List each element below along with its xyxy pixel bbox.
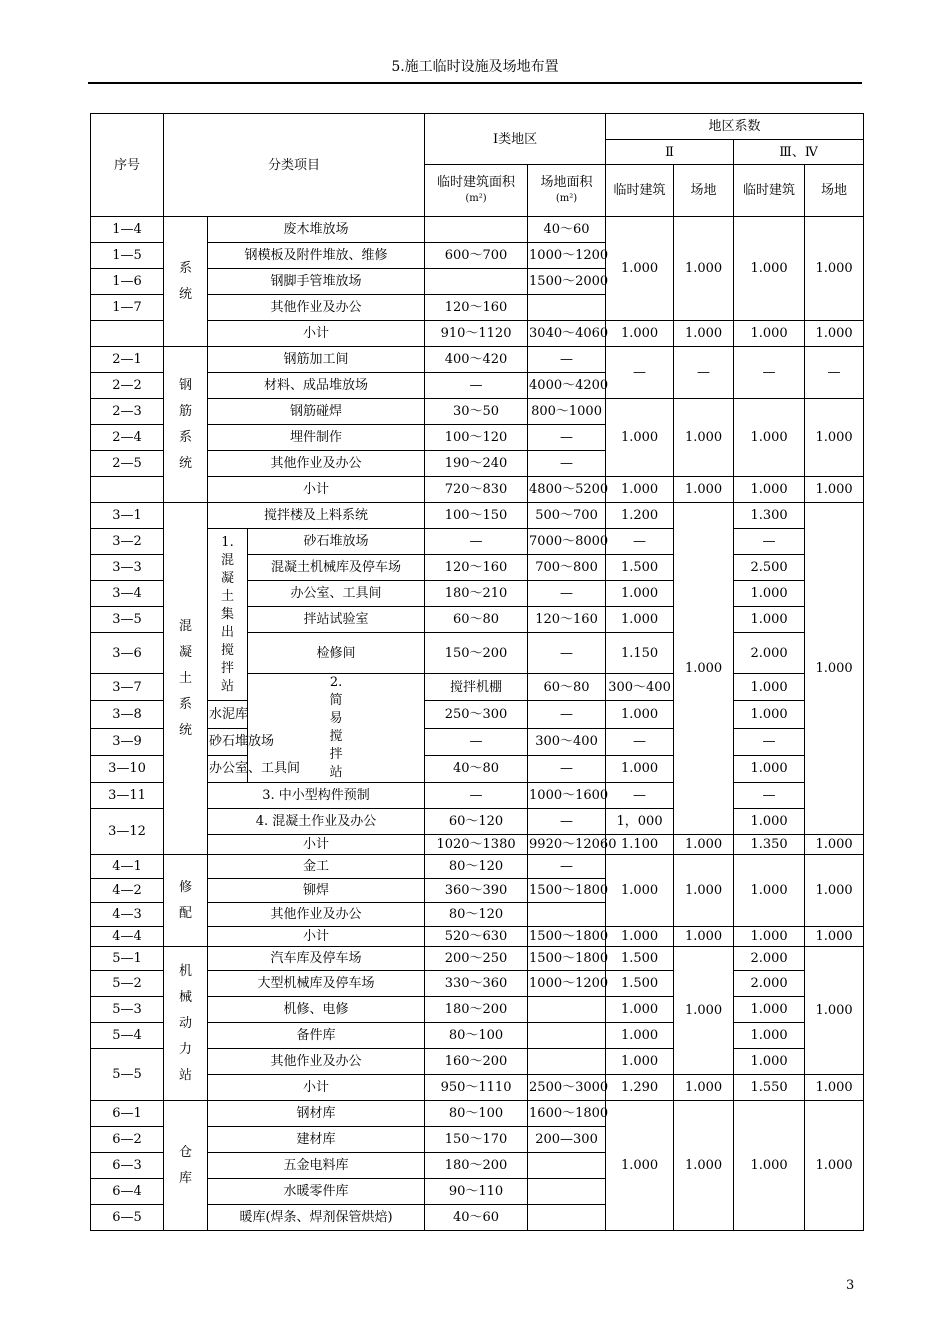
table-row: 2—4 埋件制作 100～120 — <box>91 425 864 451</box>
table-row: 2—5 其他作业及办公 190～240 — <box>91 451 864 477</box>
subgroup-label: 1.混凝土集出搅拌站 <box>208 529 248 701</box>
group-label: 混凝土系统 <box>164 503 208 855</box>
header-site-2: 场地 <box>674 165 734 217</box>
subgroup-label: 2.简易搅拌站 <box>248 674 425 783</box>
header-region2: Ⅱ <box>606 140 734 165</box>
table-row: 5—2 大型机械库及停车场 330～360 1000～1200 1.500 2.000 <box>91 971 864 997</box>
table-row: 5—5 其他作业及办公 160～200 1.000 1.000 <box>91 1049 864 1075</box>
subtotal-row: 4—4 小计 520～630 1500～1800 1.000 1.000 1.000 1.000 <box>91 927 864 947</box>
table-row: 6—3 五金电料库 180～200 <box>91 1153 864 1179</box>
header-temp-build-2: 临时建筑 <box>606 165 674 217</box>
table-row: 4—3 其他作业及办公 80～120 <box>91 903 864 927</box>
subtotal-row: 小计 950～1110 2500～3000 1.290 1.000 1.550 1.000 <box>91 1075 864 1101</box>
group-label: 系统 <box>164 217 208 347</box>
header-region1: I类地区 <box>425 114 606 165</box>
table-row: 3—8 水泥库 250～300 — 1.000 1.000 <box>91 701 864 728</box>
table-row: 5—4 备件库 80～100 1.000 1.000 <box>91 1023 864 1049</box>
table-row: 3—12 4. 混凝土作业及办公 60～120 — 1，000 1.000 <box>91 809 864 835</box>
subtotal-row: 小计 1020～1380 9920～12060 1.100 1.000 1.350 1.000 <box>91 835 864 855</box>
table-row: 6—5 暖库(焊条、焊剂保管烘焙) 40～60 <box>91 1205 864 1231</box>
table-row: 5—3 机修、电修 180～200 1.000 1.000 <box>91 997 864 1023</box>
header-temp-area: 临时建筑面积 (m²) <box>425 165 528 217</box>
table-row: 5—1 机械动力站 汽车库及停车场 200～250 1500～1800 1.500 1.000 2.000 1.000 <box>91 947 864 971</box>
table-row: 3—5 拌站试验室 60～80 120～160 1.000 1.000 <box>91 607 864 633</box>
table-row: 3—2 1.混凝土集出搅拌站 砂石堆放场 — 7000～8000 — — <box>91 529 864 555</box>
header-category: 分类项目 <box>164 114 425 217</box>
facility-area-table <box>90 113 864 1231</box>
header-seq: 序号 <box>91 114 164 217</box>
table-row: 1—7 其他作业及办公 120～160 <box>91 295 864 321</box>
table-row: 6—4 水暖零件库 90～110 <box>91 1179 864 1205</box>
group-label: 修配 <box>164 855 208 947</box>
header-site-34: 场地 <box>805 165 864 217</box>
table-row: 3—7 2.简易搅拌站 搅拌机棚 60～80 300～400 1.000 <box>91 674 864 701</box>
table-row: 1—6 钢脚手管堆放场 1500～2000 <box>91 269 864 295</box>
page-header: 5.施工临时设施及场地布置 <box>391 59 559 75</box>
table-row: 3—11 3. 中小型构件预制 — 1000～1600 — — <box>91 783 864 809</box>
group-label: 钢筋系统 <box>164 347 208 503</box>
group-label: 仓库 <box>164 1101 208 1231</box>
table-row: 3—4 办公室、工具间 180～210 — 1.000 1.000 <box>91 581 864 607</box>
table-row: 2—2 材料、成品堆放场 — 4000～4200 <box>91 373 864 399</box>
header-temp-build-34: 临时建筑 <box>734 165 805 217</box>
table-row: 4—1 修配 金工 80～120 — 1.000 1.000 1.000 1.000 <box>91 855 864 879</box>
subtotal-row: 小计 910～1120 3040～4060 1.000 1.000 1.000 1.000 <box>91 321 864 347</box>
table-row: 1—5 钢模板及附件堆放、维修 600～700 1000～1200 <box>91 243 864 269</box>
subtotal-row: 小计 720～830 4800～5200 1.000 1.000 1.000 1.000 <box>91 477 864 503</box>
table-row: 2—1 钢筋系统 钢筋加工间 400～420 — — — — — <box>91 347 864 373</box>
table-row: 3—1 混凝土系统 搅拌楼及上料系统 100～150 500～700 1.200 1.000 1.300 1.000 <box>91 503 864 529</box>
table-row: 2—3 钢筋碰焊 30～50 800～1000 1.000 1.000 1.000 1.000 <box>91 399 864 425</box>
header-rule <box>88 82 862 84</box>
table-row: 3—9 砂石堆放场 — 300～400 — — <box>91 728 864 755</box>
header-region34: Ⅲ、Ⅳ <box>734 140 864 165</box>
group-label: 机械动力站 <box>164 947 208 1101</box>
table-row: 3—3 混凝土机械库及停车场 120～160 700～800 1.500 2.500 <box>91 555 864 581</box>
table-row: 3—6 检修间 150～200 — 1.150 2.000 <box>91 633 864 674</box>
page-number: 3 <box>846 1278 855 1293</box>
table-row: 3—10 办公室、工具间 40～80 — 1.000 1.000 <box>91 755 864 782</box>
table-row: 4—2 铆焊 360～390 1500～1800 <box>91 879 864 903</box>
table-row: 6—1 仓库 钢材库 80～100 1600～1800 1.000 1.000 1.000 1.000 <box>91 1101 864 1127</box>
table-row: 1—4 系统 废木堆放场 40～60 1.000 1.000 1.000 1.000 <box>91 217 864 243</box>
header-site-area: 场地面积 (m²) <box>528 165 606 217</box>
table-row: 6—2 建材库 150～170 200—300 <box>91 1127 864 1153</box>
header-region-coef: 地区系数 <box>606 114 864 140</box>
